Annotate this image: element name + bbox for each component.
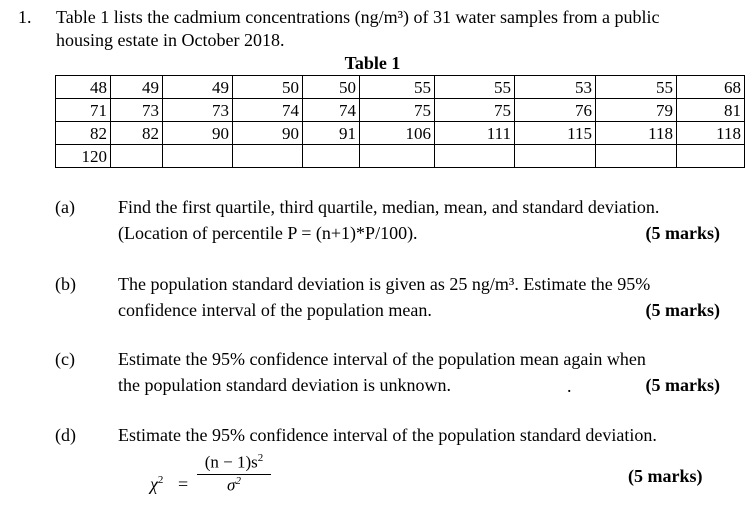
stray-dot: .: [567, 376, 572, 396]
table-cell: 73: [111, 99, 163, 122]
table-cell: [360, 145, 435, 168]
marks-label: (5 marks): [628, 466, 703, 486]
table-cell: 76: [515, 99, 596, 122]
formula-fraction: [197, 452, 271, 495]
table-cell: 55: [435, 76, 515, 99]
table-cell: 90: [163, 122, 233, 145]
formula-numerator: $(n - 1)s^2$: [197, 452, 271, 475]
table-cell: 106: [360, 122, 435, 145]
table-title: Table 1: [344, 53, 401, 73]
table-cell: [111, 145, 163, 168]
formula-equals: =: [178, 474, 189, 494]
table-cell: [233, 145, 303, 168]
question-intro: [18, 6, 738, 52]
table-cell: 120: [56, 145, 111, 168]
part-text: Estimate the 95% confidence interval of the population mean again when: [118, 349, 646, 369]
part-text: Find the first quartile, third quartile, median, mean, and standard deviation.: [118, 197, 660, 217]
table-cell: 49: [111, 76, 163, 99]
table-cell: 90: [233, 122, 303, 145]
table-cell: 50: [303, 76, 360, 99]
table-cell: 50: [233, 76, 303, 99]
question-number: 1.: [18, 7, 32, 27]
table-cell: 118: [677, 122, 745, 145]
table-cell: 48: [56, 76, 111, 99]
table-cell: [163, 145, 233, 168]
part-text: The population standard deviation is given as 25 ng/m³. Estimate the 95%: [118, 274, 651, 294]
table-cell: 118: [596, 122, 677, 145]
question-text-line1: Table 1 lists the cadmium concentrations (ng/m³) of 31 water samples from a public: [56, 7, 660, 27]
table-cell: 75: [435, 99, 515, 122]
part-label: (a): [55, 197, 75, 217]
question-text-line2: housing estate in October 2018.: [56, 30, 285, 50]
part-text: the population standard deviation is unknown.: [118, 375, 451, 395]
table-cell: 79: [596, 99, 677, 122]
table-cell: 115: [515, 122, 596, 145]
part-label: (d): [55, 425, 76, 445]
marks-label: (5 marks): [645, 223, 720, 243]
part-label: (c): [55, 349, 75, 369]
part-text: (Location of percentile P = (n+1)*P/100).: [118, 223, 418, 243]
data-table: [55, 75, 745, 168]
table-cell: 75: [360, 99, 435, 122]
table-cell: 91: [303, 122, 360, 145]
table-cell: 53: [515, 76, 596, 99]
table-cell: [515, 145, 596, 168]
formula-lhs: $\chi^2$: [150, 474, 164, 494]
table-cell: 55: [596, 76, 677, 99]
table-cell: [596, 145, 677, 168]
marks-label: (5 marks): [645, 300, 720, 320]
table-cell: 49: [163, 76, 233, 99]
table-cell: 71: [56, 99, 111, 122]
marks-label: (5 marks): [645, 375, 720, 395]
table-row: [56, 122, 745, 145]
table-cell: 68: [677, 76, 745, 99]
part-text: confidence interval of the population mean.: [118, 300, 432, 320]
part-label: (b): [55, 274, 76, 294]
table-cell: 81: [677, 99, 745, 122]
table-cell: 74: [303, 99, 360, 122]
table-cell: [435, 145, 515, 168]
table-cell: 82: [111, 122, 163, 145]
part-text: Estimate the 95% confidence interval of the population standard deviation.: [118, 425, 657, 445]
table-cell: 82: [56, 122, 111, 145]
table-row: [56, 76, 745, 99]
table-cell: 74: [233, 99, 303, 122]
table-cell: 111: [435, 122, 515, 145]
table-row: [56, 145, 745, 168]
formula-denominator: $\sigma^2$: [227, 474, 241, 495]
table-cell: [677, 145, 745, 168]
table-cell: 55: [360, 76, 435, 99]
table-cell: 73: [163, 99, 233, 122]
table-cell: [303, 145, 360, 168]
table-row: [56, 99, 745, 122]
